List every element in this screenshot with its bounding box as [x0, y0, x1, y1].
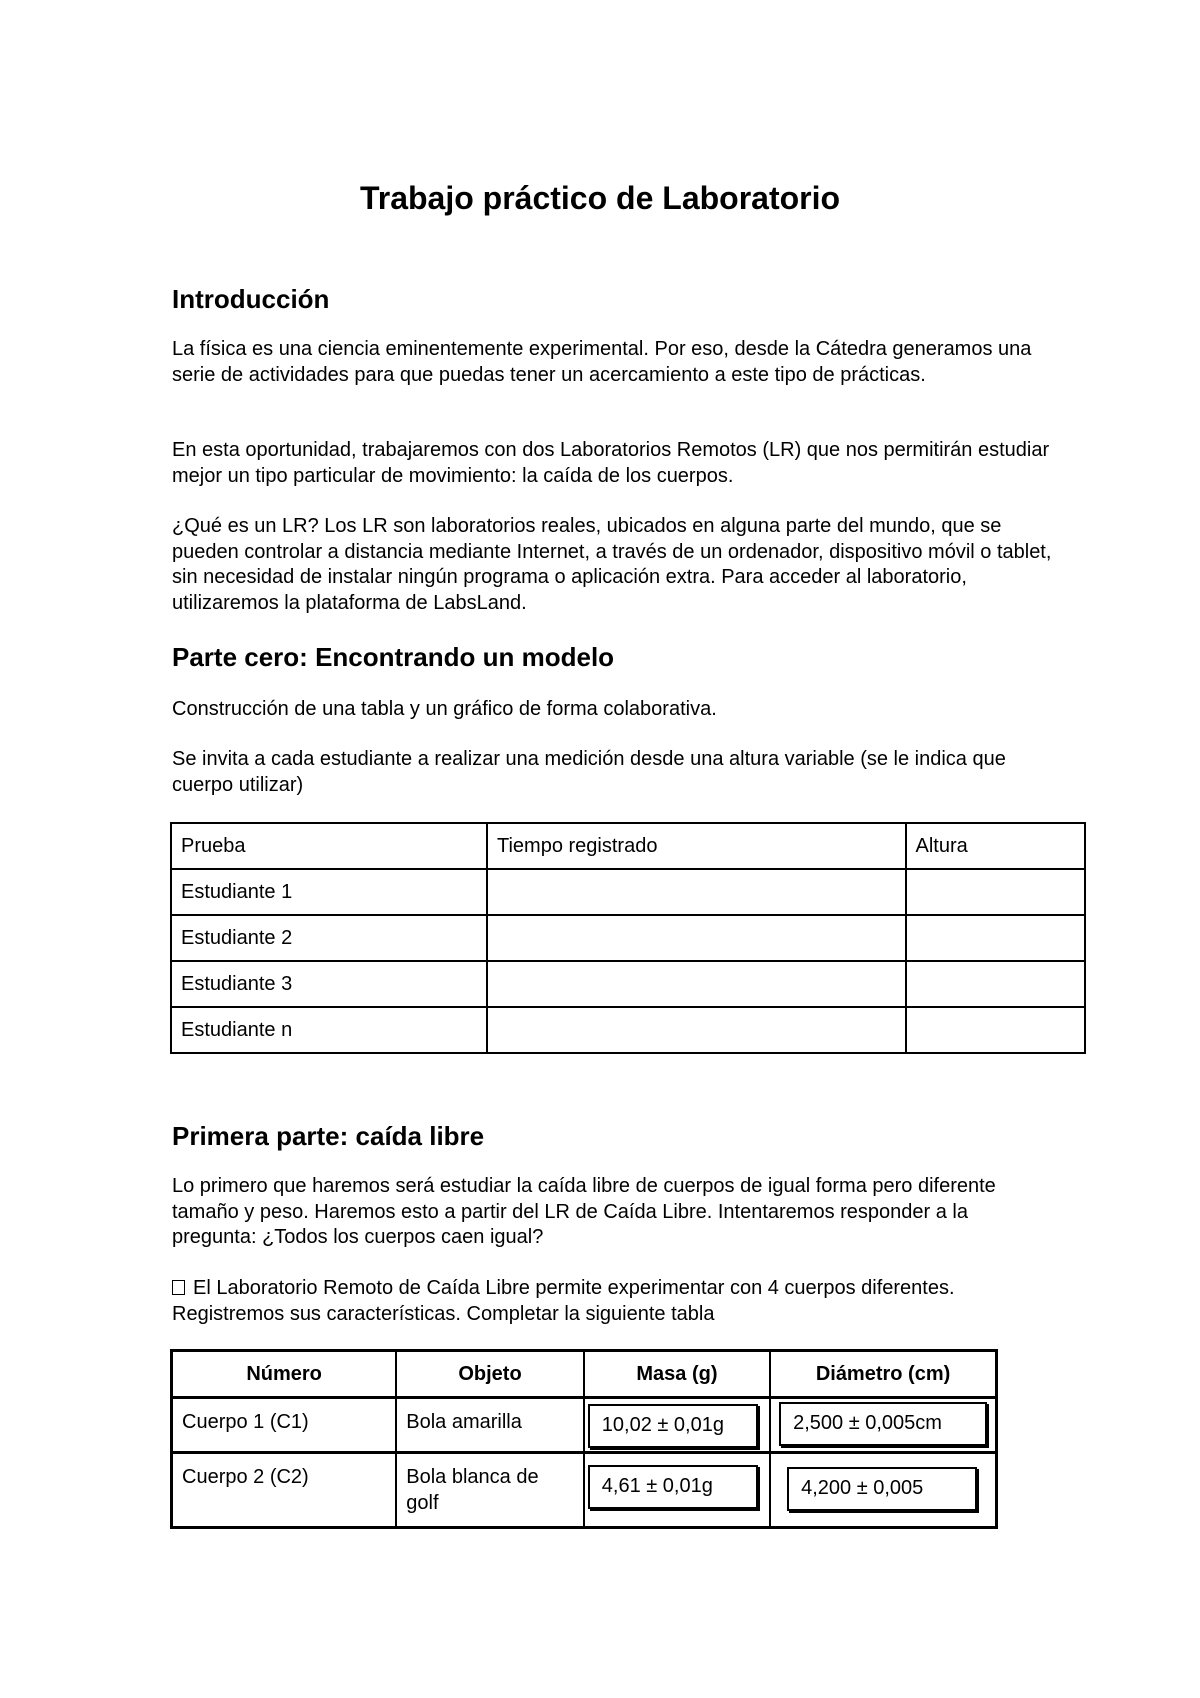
height-cell[interactable] [906, 869, 1086, 915]
diameter-value-box[interactable]: 2,500 ± 0,005cm [779, 1402, 987, 1446]
height-cell[interactable] [906, 915, 1086, 961]
intro-paragraph-1: La física es una ciencia eminentemente experimental. Por eso, desde la Cátedra generamos una serie de actividades para que puedas tener un acercamiento a este tipo de prácticas. [172, 338, 1032, 386]
table-row [171, 869, 1085, 915]
header-cell-altura: Altura [906, 823, 1086, 869]
table-row [172, 1453, 997, 1528]
mass-value-box[interactable]: 10,02 ± 0,01g [588, 1404, 758, 1448]
table-row [171, 915, 1085, 961]
student-cell: Estudiante 2 [171, 915, 487, 961]
diameter-value-box[interactable]: 4,200 ± 0,005 [787, 1467, 977, 1511]
header-cell-masa: Masa (g) [584, 1351, 770, 1398]
part-zero-heading: Parte cero: Encontrando un modelo [172, 642, 615, 672]
header-cell-objeto: Objeto [396, 1351, 584, 1398]
bodies-table [170, 1349, 998, 1529]
model-table [170, 822, 1086, 1054]
diameter-cell [770, 1453, 996, 1528]
height-cell[interactable] [906, 961, 1086, 1007]
header-cell-prueba: Prueba [171, 823, 487, 869]
time-cell[interactable] [487, 961, 905, 1007]
time-cell[interactable] [487, 915, 905, 961]
body-object-cell: Bola blanca de golf [396, 1453, 584, 1528]
time-cell[interactable] [487, 1007, 905, 1053]
table-header-row [171, 823, 1085, 869]
body-object-cell: Bola amarilla [396, 1398, 584, 1453]
checkbox-icon [172, 1280, 185, 1295]
header-cell-tiempo: Tiempo registrado [487, 823, 905, 869]
body-number-cell: Cuerpo 1 (C1) [172, 1398, 397, 1453]
student-cell: Estudiante n [171, 1007, 487, 1053]
time-cell[interactable] [487, 869, 905, 915]
part-one-paragraph-2 [172, 1276, 1052, 1327]
table-row [171, 961, 1085, 1007]
table-header-row [172, 1351, 997, 1398]
part-one-paragraph-1: Lo primero que haremos será estudiar la caída libre de cuerpos de igual forma pero diferente tamaño y peso. Haremos esto a partir del LR de Caída Libre. Intentaremos responder a la pregunta: ¿Todos los cuerpos caen igual? [172, 1175, 996, 1248]
part-zero-paragraph-2: Se invita a cada estudiante a realizar una medición desde una altura variable (se le indica que cuerpo utilizar) [172, 748, 1006, 796]
mass-value-box[interactable]: 4,61 ± 0,01g [588, 1465, 758, 1509]
mass-cell [584, 1398, 770, 1453]
table-row [172, 1398, 997, 1453]
diameter-cell [770, 1398, 996, 1453]
student-cell: Estudiante 3 [171, 961, 487, 1007]
body-number-cell: Cuerpo 2 (C2) [172, 1453, 397, 1528]
part-zero-paragraph-1: Construcción de una tabla y un gráfico de forma colaborativa. [172, 698, 717, 720]
intro-paragraph-3: ¿Qué es un LR? Los LR son laboratorios reales, ubicados en alguna parte del mundo, que se pueden controlar a distancia mediante Internet, a través de un ordenador, dispositivo móvil o tablet, sin necesidad de instalar ningún programa o aplicación extra. Para acceder al laboratorio, utilizaremos la plataforma de LabsLand. [172, 515, 1052, 614]
height-cell[interactable] [906, 1007, 1086, 1053]
intro-heading: Introducción [172, 284, 330, 314]
student-cell: Estudiante 1 [171, 869, 487, 915]
header-cell-numero: Número [172, 1351, 397, 1398]
part-one-heading: Primera parte: caída libre [172, 1121, 485, 1151]
header-cell-diametro: Diámetro (cm) [770, 1351, 996, 1398]
page-title: Trabajo práctico de Laboratorio [359, 180, 841, 216]
mass-cell [584, 1453, 770, 1528]
intro-paragraph-2: En esta oportunidad, trabajaremos con dos Laboratorios Remotos (LR) que nos permitirán estudiar mejor un tipo particular de movimiento: la caída de los cuerpos. [172, 439, 1050, 487]
table-row [171, 1007, 1085, 1053]
part-one-paragraph-2-text: El Laboratorio Remoto de Caída Libre permite experimentar con 4 cuerpos diferentes. Registremos sus características. Completar la siguiente tabla [172, 1277, 955, 1325]
